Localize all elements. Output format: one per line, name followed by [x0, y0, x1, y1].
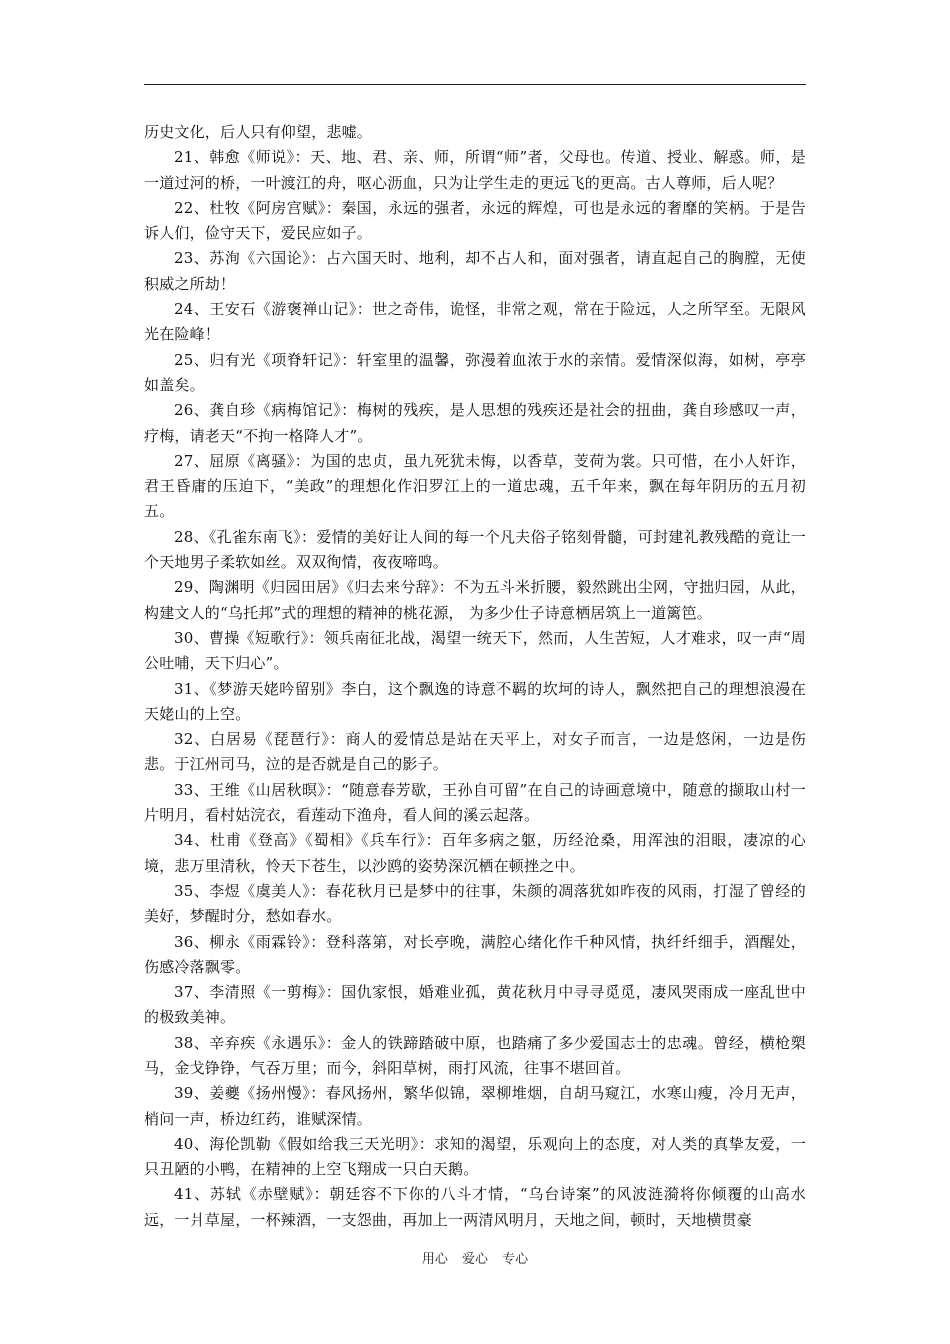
numbered-paragraph: 23、苏洵《六国论》：占六国天时、地利，却不占人和，面对强者，请直起自己的胸膛，无使积威之所劫！ — [144, 249, 806, 293]
numbered-paragraph: 37、李清照《一剪梅》：国仇家恨，婚难业孤，黄花秋月中寻寻觅觅，凄风哭雨成一座乱世中的极致美神。 — [144, 983, 806, 1027]
numbered-paragraph: 25、归有光《项脊轩记》：轩室里的温馨，弥漫着血浓于水的亲情。爱情深似海，如树，亭亭如盖矣。 — [144, 350, 806, 394]
numbered-paragraph: 27、屈原《离骚》：为国的忠贞，虽九死犹未悔，以香草，芰荷为裳。只可惜，在小人奸诈，君王昏庸的压迫下，“美政”的理想化作汨罗江上的一道忠魂，五千年来，飘在每年阴历的五月初五。 — [144, 451, 806, 521]
continued-paragraph: 历史文化，后人只有仰望，悲嘘。 — [144, 123, 373, 141]
numbered-paragraph: 29、陶渊明《归园田居》《归去来兮辞》：不为五斗米折腰，毅然跳出尘网，守拙归园，从此，构建文人的“乌托邦”式的理想的精神的桃花源， 为多少仕子诗意栖居筑上一道篱笆。 — [144, 578, 806, 622]
numbered-paragraph: 34、杜甫《登高》《蜀相》《兵车行》：百年多病之躯，历经沧桑，用浑浊的泪眼，凄凉的心境，悲万里清秋，怜天下苍生，以沙鸥的姿势深沉栖在顿挫之中。 — [144, 831, 806, 875]
numbered-paragraph: 21、韩愈《师说》：天、地、君、亲、师，所谓“师”者，父母也。传道、授业、解惑。师，是一道过河的桥，一叶渡江的舟，呕心沥血，只为让学生走的更远飞的更高。古人尊师，后人呢？ — [144, 148, 806, 192]
numbered-paragraph: 26、龚自珍《病梅馆记》：梅树的残疾，是人思想的残疾还是社会的扭曲，龚自珍感叹一声，疗梅，请老天“不拘一格降人才”。 — [144, 401, 806, 445]
numbered-paragraph: 39、姜夔《扬州慢》：春风扬州，繁华似锦，翠柳堆烟，自胡马窥江，水寒山瘦，冷月无声，梢问一声，桥边红药，谁赋深情。 — [144, 1084, 806, 1128]
numbered-paragraph: 28、《孔雀东南飞》：爱情的美好让人间的每一个凡夫俗子铭刻骨髓，可封建礼教残酷的竟让一个天地男子柔软如丝。双双徇情，夜夜啼鸣。 — [144, 527, 806, 572]
numbered-paragraph: 35、李煜《虞美人》：春花秋月已是梦中的往事，朱颜的凋落犹如昨夜的风雨，打湿了曾经的美好，梦醒时分，愁如春水。 — [144, 881, 806, 926]
numbered-paragraph: 22、杜牧《阿房宫赋》：秦国，永远的强者，永远的辉煌，可也是永远的奢靡的笑柄。于是告诉人们，俭守天下，爱民应如子。 — [144, 198, 806, 243]
document-body — [144, 120, 806, 1233]
numbered-paragraph: 36、柳永《雨霖铃》：登科落第，对长亭晚，满腔心绪化作千种风情，执纤纤细手，酒醒处，伤感冷落飘零。 — [144, 932, 806, 976]
page-footer: 用心 爱心 专心 — [421, 1252, 529, 1267]
numbered-paragraph: 41、苏轼《赤壁赋》：朝廷容不下你的八斗才情，“乌台诗案”的风波涟漪将你倾覆的山高水远，一爿草屋，一杯辣酒，一支怨曲，再加上一两清风明月，天地之间，顿时，天地横贯豪 — [144, 1185, 806, 1229]
numbered-paragraph: 31、《梦游天姥吟留别》李白，这个飘逸的诗意不羁的坎坷的诗人，飘然把自己的理想浪漫在天姥山的上空。 — [144, 679, 806, 723]
numbered-paragraph: 33、王维《山居秋暝》：“随意春芳歇，王孙自可留”在自己的诗画意境中，随意的撷取山村一片明月，看村姑浣衣，看莲动下渔舟，看人间的溪云起落。 — [144, 780, 806, 825]
numbered-paragraph: 38、辛弃疾《永遇乐》：金人的铁蹄踏破中原，也踏痛了多少爱国志士的忠魂。曾经，横枪槊马，金戈铮铮，气吞万里；而今，斜阳草树，雨打风流，往事不堪回首。 — [144, 1033, 806, 1077]
numbered-paragraph: 32、白居易《琵琶行》：商人的爱情总是站在天平上，对女子而言，一边是悠闲，一边是伤悲。于江州司马，泣的是否就是自己的影子。 — [144, 730, 806, 774]
numbered-paragraph: 40、海伦凯勒《假如给我三天光明》：求知的渴望，乐观向上的态度，对人类的真挚友爱，一只丑陋的小鸭，在精神的上空飞翔成一只白天鹅。 — [144, 1134, 806, 1179]
header-rule — [144, 84, 806, 85]
numbered-paragraph: 24、王安石《游褒禅山记》：世之奇伟，诡怪，非常之观，常在于险远，人之所罕至。无限风光在险峰！ — [144, 300, 806, 344]
numbered-paragraph: 30、曹操《短歌行》：领兵南征北战，渴望一统天下，然而，人生苦短，人才难求，叹一声“周公吐哺，天下归心”。 — [144, 628, 806, 673]
